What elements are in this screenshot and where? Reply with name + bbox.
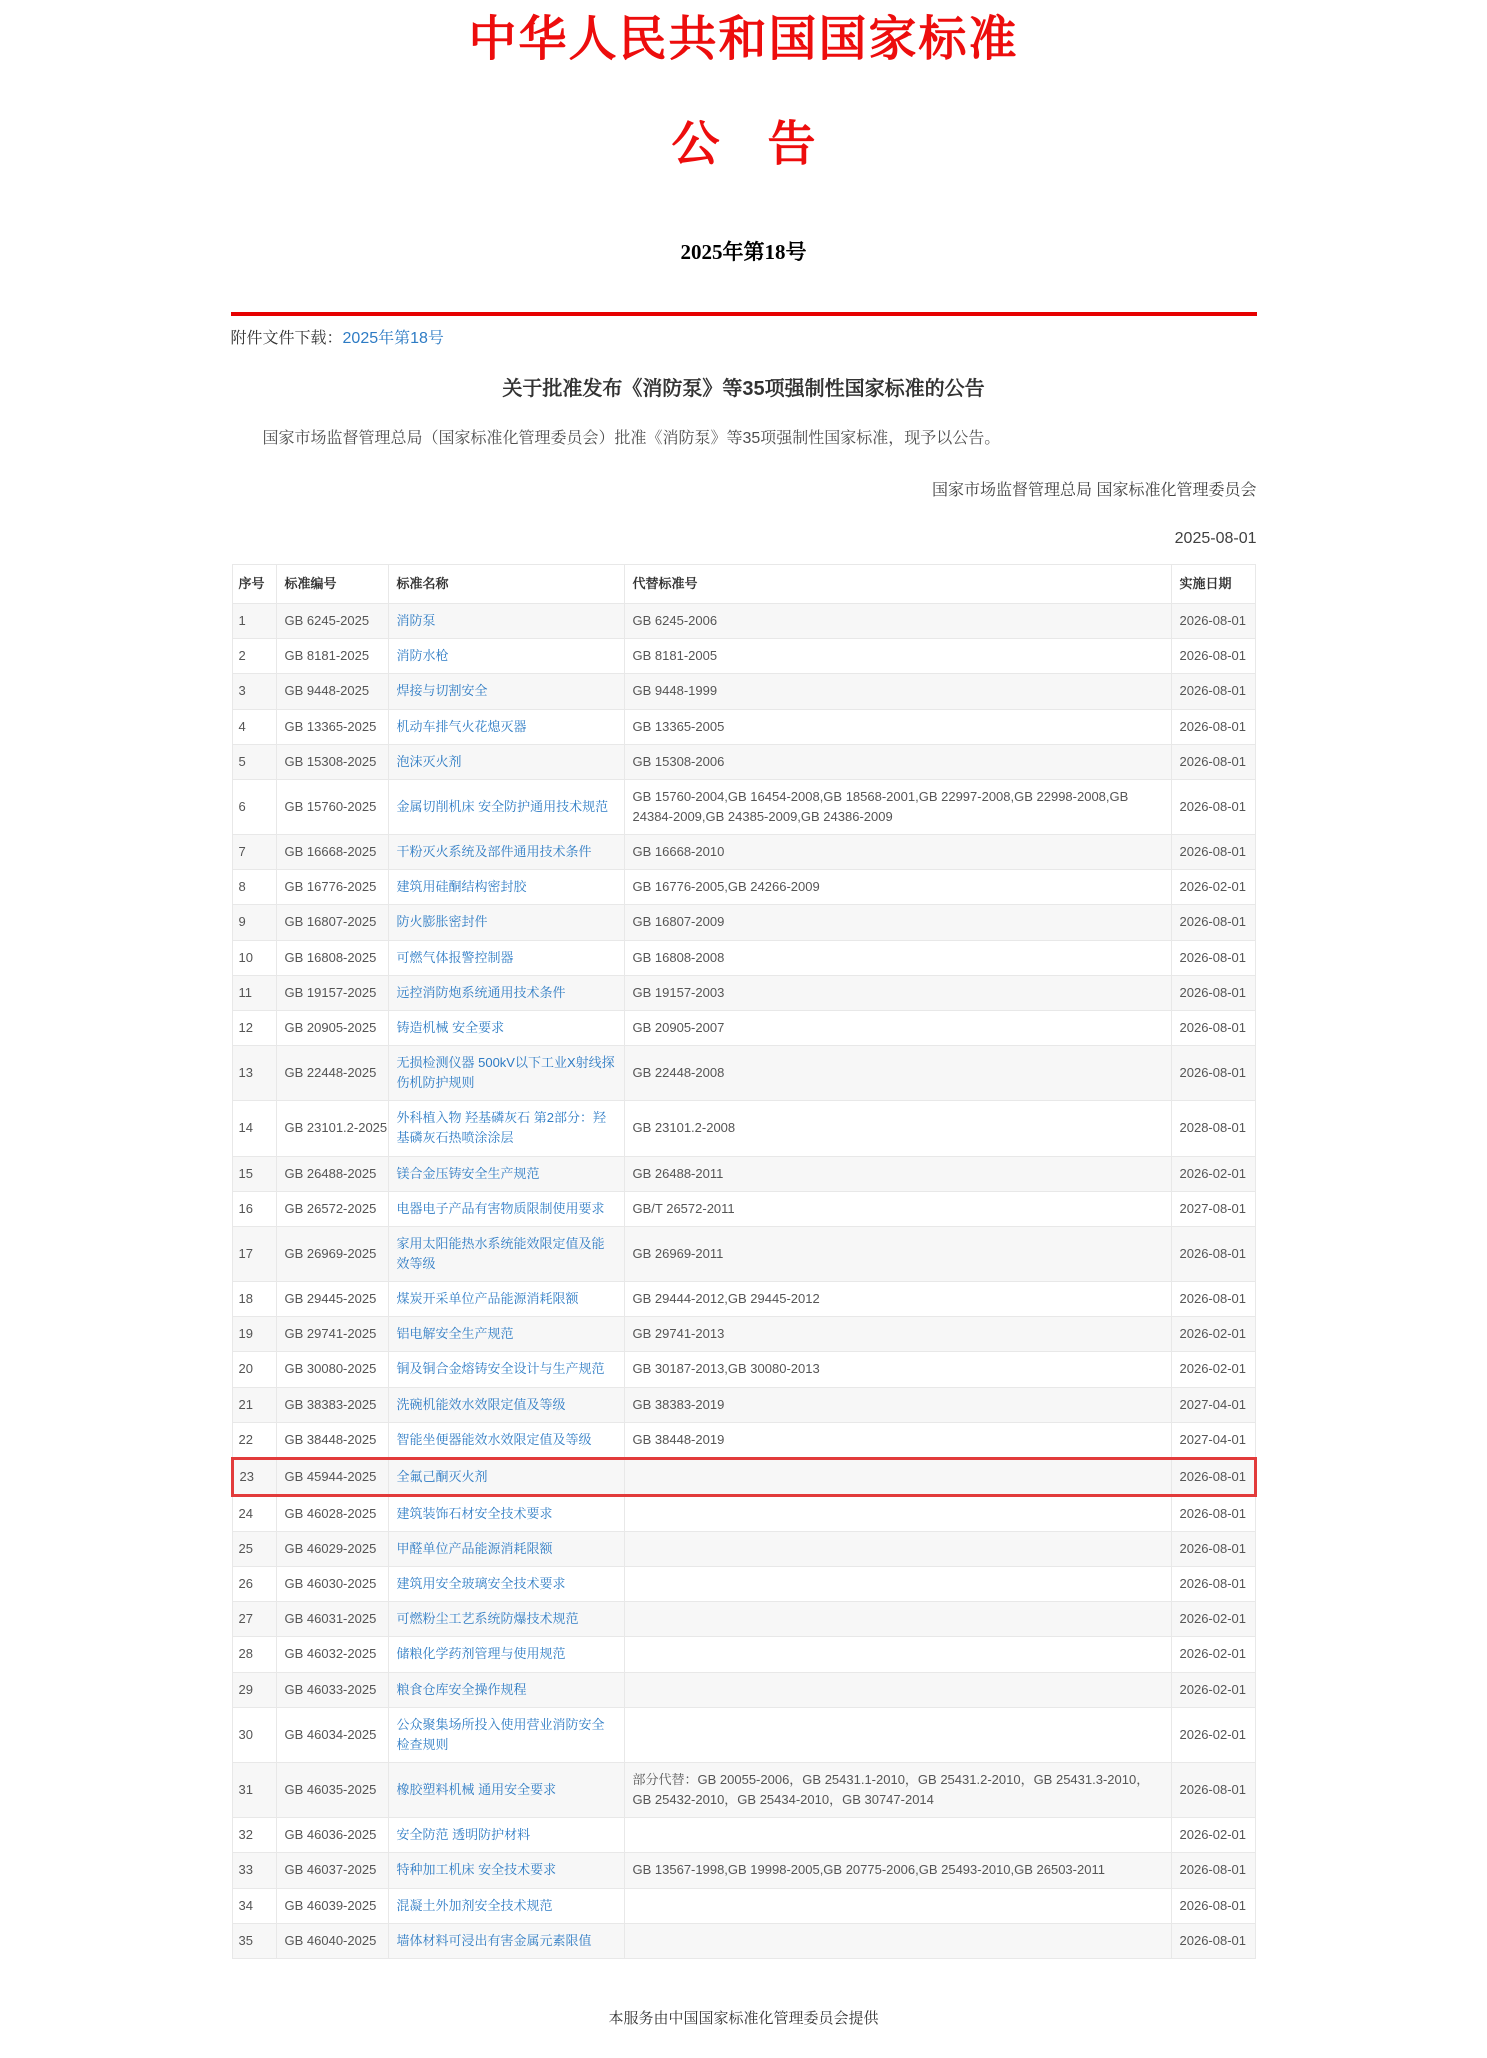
cell-implementation-date: 2026-08-01: [1171, 744, 1255, 779]
cell-replaced-codes: GB 26969-2011: [624, 1226, 1171, 1281]
table-row: [232, 779, 1255, 834]
cell-standard-code: GB 46032-2025: [276, 1637, 388, 1672]
cell-standard-name: [388, 1045, 624, 1100]
cell-replaced-codes: GB 6245-2006: [624, 604, 1171, 639]
cell-index: 19: [232, 1317, 276, 1352]
cell-standard-name: [388, 1422, 624, 1458]
cell-standard-code: GB 46036-2025: [276, 1818, 388, 1853]
cell-index: 30: [232, 1707, 276, 1762]
standard-name-link[interactable]: 储粮化学药剂管理与使用规范: [396, 1646, 566, 1662]
cell-index: 3: [232, 674, 276, 709]
table-row: [232, 1226, 1255, 1281]
cell-implementation-date: 2026-08-01: [1171, 940, 1255, 975]
cell-standard-code: GB 15760-2025: [276, 779, 388, 834]
table-row: [232, 905, 1255, 940]
standard-name-link[interactable]: 远控消防炮系统通用技术条件: [396, 984, 566, 1000]
standard-name-link[interactable]: 煤炭开采单位产品能源消耗限额: [396, 1291, 579, 1307]
table-row: [232, 1707, 1255, 1762]
cell-standard-name: [388, 1888, 624, 1923]
cell-index: 2: [232, 639, 276, 674]
cell-standard-code: GB 22448-2025: [276, 1045, 388, 1100]
document-title: 关于批准发布《消防泵》等35项强制性国家标准的公告: [502, 377, 985, 400]
cell-standard-code: GB 16807-2025: [276, 905, 388, 940]
table-row: [232, 604, 1255, 639]
cell-standard-name: [388, 1010, 624, 1045]
table-row: [232, 940, 1255, 975]
cell-replaced-codes: [624, 1707, 1171, 1762]
issuing-authority: 国家市场监督管理总局 国家标准化管理委员会: [932, 481, 1257, 499]
col-header-index: 序号: [232, 564, 276, 603]
body-paragraph: 国家市场监督管理总局（国家标准化管理委员会）批准《消防泵》等35项强制性国家标准，现予以公告。: [262, 429, 1001, 447]
cell-standard-name: [388, 1602, 624, 1637]
table-row: [232, 639, 1255, 674]
cell-implementation-date: 2026-08-01: [1171, 1282, 1255, 1317]
cell-standard-code: GB 20905-2025: [276, 1010, 388, 1045]
table-row: [232, 1637, 1255, 1672]
cell-implementation-date: 2026-08-01: [1171, 1226, 1255, 1281]
cell-standard-name: [388, 1532, 624, 1567]
cell-implementation-date: 2026-02-01: [1171, 870, 1255, 905]
cell-index: 29: [232, 1672, 276, 1707]
table-row: [232, 1602, 1255, 1637]
table-row: [232, 1458, 1255, 1495]
cell-standard-name: [388, 1707, 624, 1762]
cell-standard-code: GB 46031-2025: [276, 1602, 388, 1637]
cell-implementation-date: 2027-04-01: [1171, 1387, 1255, 1422]
cell-replaced-codes: GB 15308-2006: [624, 744, 1171, 779]
cell-implementation-date: 2026-08-01: [1171, 1495, 1255, 1531]
standard-name-link[interactable]: 焊接与切割安全: [396, 683, 488, 699]
cell-standard-name: [388, 1387, 624, 1422]
table-row: [232, 1010, 1255, 1045]
standard-name-link[interactable]: 甲醛单位产品能源消耗限额: [396, 1541, 553, 1557]
table-row: [232, 835, 1255, 870]
cell-standard-name: [388, 1923, 624, 1958]
cell-index: 13: [232, 1045, 276, 1100]
cell-standard-code: GB 46037-2025: [276, 1853, 388, 1888]
cell-implementation-date: 2026-08-01: [1171, 1010, 1255, 1045]
cell-standard-code: GB 6245-2025: [276, 604, 388, 639]
cell-replaced-codes: GB 8181-2005: [624, 639, 1171, 674]
cell-standard-code: GB 13365-2025: [276, 709, 388, 744]
standard-name-link[interactable]: 建筑用安全玻璃安全技术要求: [396, 1576, 566, 1592]
standards-table: [231, 564, 1257, 1959]
cell-standard-name: [388, 1818, 624, 1853]
cell-standard-name: [388, 1352, 624, 1387]
attachment-label: 附件文件下载：: [230, 329, 343, 347]
cell-standard-code: GB 30080-2025: [276, 1352, 388, 1387]
cell-index: 33: [232, 1853, 276, 1888]
cell-index: 12: [232, 1010, 276, 1045]
cell-standard-name: [388, 779, 624, 834]
cell-standard-name: [388, 1763, 624, 1818]
cell-standard-code: GB 26572-2025: [276, 1191, 388, 1226]
table-row: [232, 1352, 1255, 1387]
cell-implementation-date: 2026-08-01: [1171, 1045, 1255, 1100]
col-header-date: 实施日期: [1171, 564, 1255, 603]
standard-name-link[interactable]: 建筑用硅酮结构密封胶: [396, 879, 527, 895]
table-row: [232, 1495, 1255, 1531]
table-row: [232, 1672, 1255, 1707]
cell-implementation-date: 2026-02-01: [1171, 1707, 1255, 1762]
table-row: [232, 1763, 1255, 1818]
announcement-page: [231, 0, 1257, 2058]
table-body: [232, 604, 1255, 1959]
col-header-code: 标准编号: [276, 564, 388, 603]
cell-standard-name: [388, 1495, 624, 1531]
standard-name-link[interactable]: 可燃气体报警控制器: [396, 949, 514, 965]
table-row: [232, 1101, 1255, 1156]
cell-implementation-date: 2026-08-01: [1171, 1567, 1255, 1602]
table-row: [232, 1888, 1255, 1923]
table-row: [232, 709, 1255, 744]
standard-name-link[interactable]: 可燃粉尘工艺系统防爆技术规范: [396, 1611, 579, 1627]
cell-replaced-codes: [624, 1495, 1171, 1531]
cell-implementation-date: 2026-02-01: [1171, 1818, 1255, 1853]
cell-standard-code: GB 16776-2025: [276, 870, 388, 905]
cell-replaced-codes: 部分代替：GB 20055-2006，GB 25431.1-2010，GB 25431.2-2010，GB 25431.3-2010，GB 25432-2010，GB 25434-2010，GB 30747-2014: [624, 1763, 1171, 1818]
standard-name-link[interactable]: 无损检测仪器 500kV以下工业X射线探伤机防护规则: [396, 1054, 615, 1091]
footer-note: 本服务由中国国家标准化管理委员会提供: [608, 2009, 879, 2027]
standard-name-link[interactable]: 泡沫灭火剂: [396, 753, 462, 769]
standard-name-link[interactable]: 橡胶塑料机械 通用安全要求: [396, 1782, 557, 1798]
cell-implementation-date: 2026-08-01: [1171, 1458, 1255, 1495]
cell-index: 26: [232, 1567, 276, 1602]
cell-replaced-codes: GB 15760-2004,GB 16454-2008,GB 18568-2001,GB 22997-2008,GB 22998-2008,GB 24384-2009,GB 24385-2009,GB 24386-2009: [624, 779, 1171, 834]
cell-standard-code: GB 26969-2025: [276, 1226, 388, 1281]
cell-index: 35: [232, 1923, 276, 1958]
cell-standard-name: [388, 1191, 624, 1226]
cell-replaced-codes: GB 38383-2019: [624, 1387, 1171, 1422]
cell-implementation-date: 2026-08-01: [1171, 1923, 1255, 1958]
cell-standard-name: [388, 1672, 624, 1707]
cell-implementation-date: 2026-08-01: [1171, 639, 1255, 674]
red-divider: [231, 312, 1257, 316]
cell-index: 31: [232, 1763, 276, 1818]
cell-replaced-codes: GB 19157-2003: [624, 975, 1171, 1010]
cell-implementation-date: 2026-08-01: [1171, 779, 1255, 834]
cell-index: 15: [232, 1156, 276, 1191]
cell-standard-name: [388, 940, 624, 975]
table-row: [232, 1853, 1255, 1888]
standard-name-link[interactable]: 公众聚集场所投入使用营业消防安全检查规则: [396, 1716, 605, 1752]
cell-standard-code: GB 26488-2025: [276, 1156, 388, 1191]
cell-implementation-date: 2026-08-01: [1171, 1853, 1255, 1888]
standard-name-link[interactable]: 电器电子产品有害物质限制使用要求: [396, 1200, 605, 1216]
standard-name-link[interactable]: 防火膨胀密封件: [396, 914, 488, 930]
cell-index: 20: [232, 1352, 276, 1387]
cell-replaced-codes: GB 13567-1998,GB 19998-2005,GB 20775-2006,GB 25493-2010,GB 26503-2011: [624, 1853, 1171, 1888]
table-row: [232, 1191, 1255, 1226]
cell-standard-code: GB 45944-2025: [276, 1458, 388, 1495]
table-row: [232, 674, 1255, 709]
cell-implementation-date: 2026-08-01: [1171, 1532, 1255, 1567]
cell-standard-name: [388, 1637, 624, 1672]
cell-replaced-codes: GB 20905-2007: [624, 1010, 1171, 1045]
cell-implementation-date: 2026-08-01: [1171, 674, 1255, 709]
cell-replaced-codes: GB 23101.2-2008: [624, 1101, 1171, 1156]
cell-replaced-codes: GB 38448-2019: [624, 1422, 1171, 1458]
cell-standard-name: [388, 835, 624, 870]
cell-standard-name: [388, 975, 624, 1010]
standard-name-link[interactable]: 洗碗机能效水效限定值及等级: [396, 1396, 566, 1412]
cell-replaced-codes: GB/T 26572-2011: [624, 1191, 1171, 1226]
table-row: [232, 870, 1255, 905]
cell-implementation-date: 2026-08-01: [1171, 1763, 1255, 1818]
cell-replaced-codes: [624, 1637, 1171, 1672]
cell-standard-code: GB 9448-2025: [276, 674, 388, 709]
table-row: [232, 1532, 1255, 1567]
table-row: [232, 1387, 1255, 1422]
cell-replaced-codes: GB 30187-2013,GB 30080-2013: [624, 1352, 1171, 1387]
standard-name-link[interactable]: 镁合金压铸安全生产规范: [396, 1165, 540, 1181]
cell-standard-code: GB 46035-2025: [276, 1763, 388, 1818]
standard-name-link[interactable]: 铝电解安全生产规范: [396, 1326, 514, 1342]
cell-implementation-date: 2027-04-01: [1171, 1422, 1255, 1458]
table-row: [232, 1282, 1255, 1317]
standard-name-link[interactable]: 消防泵: [396, 613, 436, 629]
cell-replaced-codes: [624, 1888, 1171, 1923]
cell-standard-name: [388, 1317, 624, 1352]
table-row: [232, 1818, 1255, 1853]
cell-standard-code: GB 38383-2025: [276, 1387, 388, 1422]
table-row: [232, 975, 1255, 1010]
cell-replaced-codes: [624, 1602, 1171, 1637]
cell-standard-code: GB 46040-2025: [276, 1923, 388, 1958]
cell-standard-name: [388, 709, 624, 744]
cell-index: 22: [232, 1422, 276, 1458]
table-row: [232, 1045, 1255, 1100]
cell-implementation-date: 2026-08-01: [1171, 604, 1255, 639]
cell-standard-name: [388, 1226, 624, 1281]
cell-standard-name: [388, 639, 624, 674]
cell-standard-name: [388, 1156, 624, 1191]
cell-implementation-date: 2026-08-01: [1171, 1888, 1255, 1923]
cell-standard-name: [388, 744, 624, 779]
cell-replaced-codes: GB 16776-2005,GB 24266-2009: [624, 870, 1171, 905]
cell-implementation-date: 2026-02-01: [1171, 1637, 1255, 1672]
standard-name-link[interactable]: 铸造机械 安全要求: [396, 1019, 505, 1035]
cell-replaced-codes: GB 29741-2013: [624, 1317, 1171, 1352]
cell-index: 9: [232, 905, 276, 940]
cell-replaced-codes: GB 16807-2009: [624, 905, 1171, 940]
cell-index: 18: [232, 1282, 276, 1317]
standard-name-link[interactable]: 全氟己酮灭火剂: [396, 1468, 488, 1484]
cell-index: 25: [232, 1532, 276, 1567]
cell-standard-name: [388, 905, 624, 940]
standard-name-link[interactable]: 干粉灭火系统及部件通用技术条件: [396, 844, 592, 860]
table-row: [232, 1567, 1255, 1602]
cell-standard-code: GB 29445-2025: [276, 1282, 388, 1317]
cell-standard-name: [388, 1853, 624, 1888]
cell-index: 17: [232, 1226, 276, 1281]
table-row: [232, 744, 1255, 779]
standard-name-link[interactable]: 消防水枪: [396, 648, 449, 664]
cell-index: 34: [232, 1888, 276, 1923]
cell-index: 24: [232, 1495, 276, 1531]
cell-implementation-date: 2026-08-01: [1171, 835, 1255, 870]
attachment-line: [231, 325, 1257, 348]
cell-index: 32: [232, 1818, 276, 1853]
cell-standard-code: GB 19157-2025: [276, 975, 388, 1010]
standard-name-link[interactable]: 铜及铜合金熔铸安全设计与生产规范: [396, 1361, 605, 1377]
cell-replaced-codes: [624, 1818, 1171, 1853]
cell-replaced-codes: [624, 1923, 1171, 1958]
cell-index: 16: [232, 1191, 276, 1226]
table-row: [232, 1317, 1255, 1352]
cell-implementation-date: 2026-08-01: [1171, 905, 1255, 940]
cell-implementation-date: 2026-02-01: [1171, 1672, 1255, 1707]
cell-standard-code: GB 46029-2025: [276, 1532, 388, 1567]
cell-standard-name: [388, 1567, 624, 1602]
standard-name-link[interactable]: 建筑装饰石材安全技术要求: [396, 1505, 553, 1521]
standard-name-link[interactable]: 混凝土外加剂安全技术规范: [396, 1897, 553, 1913]
cell-replaced-codes: GB 9448-1999: [624, 674, 1171, 709]
cell-standard-code: GB 46033-2025: [276, 1672, 388, 1707]
cell-implementation-date: 2026-08-01: [1171, 709, 1255, 744]
cell-standard-code: GB 46039-2025: [276, 1888, 388, 1923]
table-header-row: [232, 564, 1255, 603]
cell-standard-code: GB 46030-2025: [276, 1567, 388, 1602]
cell-replaced-codes: [624, 1532, 1171, 1567]
cell-replaced-codes: GB 16668-2010: [624, 835, 1171, 870]
cell-replaced-codes: GB 16808-2008: [624, 940, 1171, 975]
cell-index: 1: [232, 604, 276, 639]
cell-implementation-date: 2026-02-01: [1171, 1602, 1255, 1637]
cell-standard-code: GB 16808-2025: [276, 940, 388, 975]
standard-name-link[interactable]: 智能坐便器能效水效限定值及等级: [396, 1431, 592, 1447]
cell-index: 8: [232, 870, 276, 905]
cell-standard-name: [388, 1101, 624, 1156]
cell-standard-code: GB 38448-2025: [276, 1422, 388, 1458]
publish-date: 2025-08-01: [1174, 529, 1257, 547]
cell-standard-code: GB 8181-2025: [276, 639, 388, 674]
standard-name-link[interactable]: 金属切削机床 安全防护通用技术规范: [396, 798, 609, 814]
cell-standard-name: [388, 870, 624, 905]
cell-index: 4: [232, 709, 276, 744]
cell-standard-name: [388, 674, 624, 709]
standard-name-link[interactable]: 特种加工机床 安全技术要求: [396, 1862, 557, 1878]
cell-index: 5: [232, 744, 276, 779]
table-row: [232, 1923, 1255, 1958]
col-header-name: 标准名称: [388, 564, 624, 603]
cell-standard-code: GB 29741-2025: [276, 1317, 388, 1352]
cell-index: 21: [232, 1387, 276, 1422]
cell-implementation-date: 2027-08-01: [1171, 1191, 1255, 1226]
cell-replaced-codes: [624, 1567, 1171, 1602]
cell-replaced-codes: [624, 1672, 1171, 1707]
standard-name-link[interactable]: 墙体材料可浸出有害金属元素限值: [396, 1932, 592, 1948]
cell-standard-name: [388, 604, 624, 639]
standard-name-link[interactable]: 机动车排气火花熄灭器: [396, 718, 527, 734]
cell-standard-code: GB 15308-2025: [276, 744, 388, 779]
page-title: 中华人民共和国国家标准: [468, 13, 1019, 66]
cell-index: 7: [232, 835, 276, 870]
cell-replaced-codes: GB 26488-2011: [624, 1156, 1171, 1191]
standard-name-link[interactable]: 安全防范 透明防护材料: [396, 1827, 531, 1843]
page-subtitle: 公 告: [671, 118, 816, 172]
cell-standard-code: GB 23101.2-2025: [276, 1101, 388, 1156]
cell-implementation-date: 2026-02-01: [1171, 1352, 1255, 1387]
standard-name-link[interactable]: 粮食仓库安全操作规程: [396, 1681, 527, 1697]
cell-index: 23: [232, 1458, 276, 1495]
cell-index: 10: [232, 940, 276, 975]
cell-standard-name: [388, 1458, 624, 1495]
cell-index: 14: [232, 1101, 276, 1156]
cell-replaced-codes: GB 22448-2008: [624, 1045, 1171, 1100]
attachment-download-link[interactable]: 2025年第18号: [342, 329, 444, 347]
cell-implementation-date: 2026-02-01: [1171, 1317, 1255, 1352]
issue-number: 2025年第18号: [680, 239, 807, 264]
cell-index: 28: [232, 1637, 276, 1672]
cell-standard-code: GB 16668-2025: [276, 835, 388, 870]
cell-replaced-codes: GB 29444-2012,GB 29445-2012: [624, 1282, 1171, 1317]
cell-standard-code: GB 46034-2025: [276, 1707, 388, 1762]
cell-replaced-codes: [624, 1458, 1171, 1495]
cell-standard-code: GB 46028-2025: [276, 1495, 388, 1531]
col-header-replaced: 代替标准号: [624, 564, 1171, 603]
cell-replaced-codes: GB 13365-2005: [624, 709, 1171, 744]
cell-index: 27: [232, 1602, 276, 1637]
cell-implementation-date: 2028-08-01: [1171, 1101, 1255, 1156]
cell-implementation-date: 2026-08-01: [1171, 975, 1255, 1010]
standard-name-link[interactable]: 家用太阳能热水系统能效限定值及能效等级: [396, 1235, 605, 1271]
cell-index: 11: [232, 975, 276, 1010]
table-row: [232, 1422, 1255, 1458]
cell-index: 6: [232, 779, 276, 834]
cell-standard-name: [388, 1282, 624, 1317]
cell-implementation-date: 2026-02-01: [1171, 1156, 1255, 1191]
standard-name-link[interactable]: 外科植入物 羟基磷灰石 第2部分：羟基磷灰石热喷涂涂层: [396, 1110, 606, 1146]
table-row: [232, 1156, 1255, 1191]
